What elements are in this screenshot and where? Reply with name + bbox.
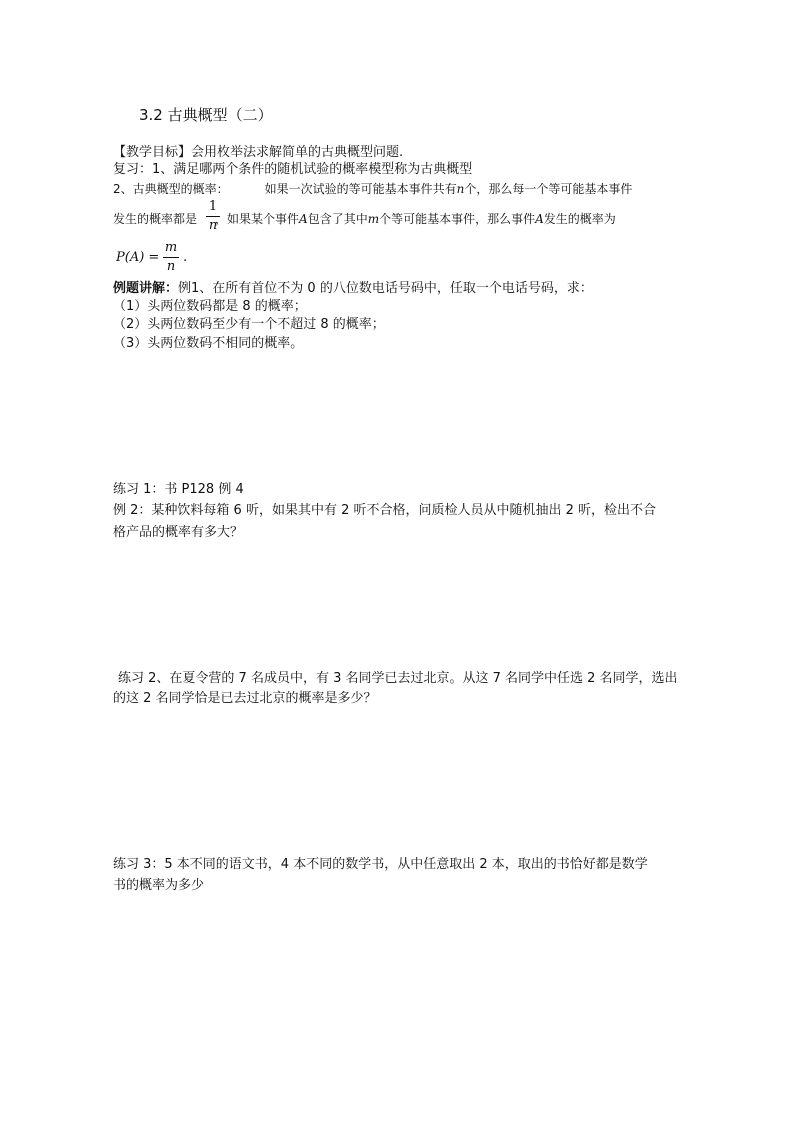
example-1-question-1: （1）头两位数码都是 8 的概率； — [113, 299, 307, 314]
review-line-2-text: 如果一次试验的等可能基本事件共有 — [264, 182, 457, 196]
review-line-3-b: ，如果某个事件 — [215, 212, 300, 226]
example-2-line-1: 例 2：某种饮料每箱 6 听，如果其中有 2 听不合格，问质检人员从中随机抽出 2 听，检出不合 — [113, 503, 657, 518]
fraction-1-numerator: 1 — [208, 199, 218, 214]
review-line-3-d: 个等可能基本事件，那么事件 — [379, 212, 536, 226]
formula-lhs: P(A) = — [116, 250, 160, 265]
fraction-1-denominator: n — [208, 218, 218, 233]
review-line-2-text-end: 个，那么每一个等可能基本事件 — [464, 182, 633, 196]
fraction-m-over-n — [163, 240, 179, 275]
objective-label: 【教学目标】 — [113, 145, 192, 160]
example-1-question-2: （2）头两位数码至少有一个不超过 8 的概率； — [113, 317, 385, 332]
fraction-2-denominator: n — [166, 259, 176, 274]
review-line-3-c: 包含了其中 — [307, 212, 368, 226]
objective-line — [113, 144, 403, 162]
fraction-one-over-n — [206, 199, 220, 234]
exercise-2-line-1: 练习 2、在夏令营的 7 名成员中，有 3 名同学已去过北京。从这 7 名同学中任选 2 名同学，选出 — [118, 671, 678, 686]
review-line-3 — [113, 210, 616, 228]
example-1-line — [113, 280, 593, 298]
example-1-text: 例1、在所有首位不为 0 的八位数电话号码中，任取一个电话号码，求： — [178, 281, 593, 296]
variable-A-2: A — [535, 212, 544, 226]
exercise-3-line-1: 练习 3：5 本不同的语文书，4 本不同的数学书，从中任意取出 2 本，取出的书恰好都是数学 — [113, 857, 648, 872]
review-line-1: 复习：1、满足哪两个条件的随机试验的概率模型称为古典概型 — [113, 162, 473, 177]
exercise-3-line-2: 书的概率为多少 — [113, 878, 205, 893]
objective-text: 会用枚举法求解简单的古典概型问题. — [191, 145, 404, 160]
variable-m: m — [367, 212, 380, 226]
fraction-2-numerator: m — [164, 240, 178, 255]
review-line-3-e: 发生的概率为 — [543, 212, 616, 226]
page-title: 3.2 古典概型（二） — [139, 106, 273, 124]
variable-A: A — [299, 212, 308, 226]
exercise-2-line-2: 的这 2 名同学恰是已去过北京的概率是多少？ — [113, 691, 377, 706]
example-2-line-2: 格产品的概率有多大？ — [113, 525, 244, 540]
example-label: 例题讲解： — [113, 281, 179, 296]
review-line-2-label: 2、古典概型的概率： — [113, 182, 229, 196]
review-line-3-a: 发生的概率都是 — [113, 212, 198, 226]
exercise-1: 练习 1：书 P128 例 4 — [113, 482, 244, 497]
review-line-2 — [113, 180, 632, 198]
example-1-question-3: （3）头两位数码不相同的概率。 — [113, 336, 304, 351]
formula-period: . — [183, 250, 188, 265]
variable-n: n — [456, 182, 465, 196]
